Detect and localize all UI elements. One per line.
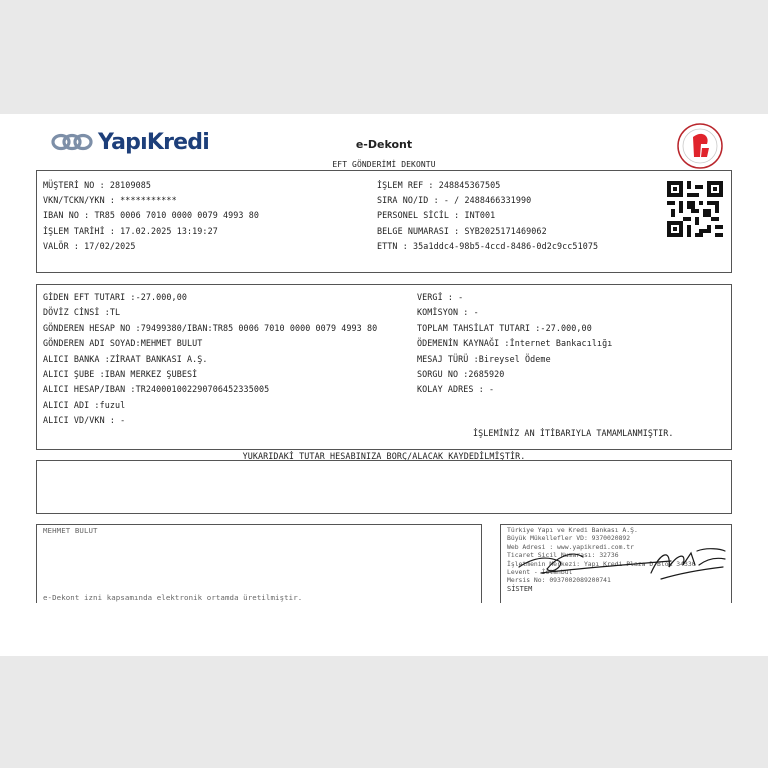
bank-info-line: Levent - İstanbul	[507, 568, 573, 577]
field-message-type: MESAJ TÜRÜ :Bireysel Ödeme	[417, 353, 551, 364]
bank-info-line: Mersis No: 0937002089200741	[507, 576, 611, 585]
field-transaction-date: İŞLEM TARİHİ : 17.02.2025 13:19:27	[43, 225, 218, 236]
signature-icon	[511, 539, 731, 589]
field-staff-id: PERSONEL SİCİL : INT001	[377, 210, 496, 221]
field-sequence-id: SIRA NO/ID : - / 2488466331990	[377, 195, 532, 206]
field-recipient-tax: ALICI VD/VKN : -	[43, 415, 126, 426]
customer-info-box	[36, 170, 732, 273]
field-sender-account: GÖNDEREN HESAP NO :79499380/IBAN:TR85 0006 7010 0000 0079 4993 80	[43, 322, 378, 333]
field-transaction-ref: İŞLEM REF : 248845367505	[377, 180, 501, 190]
notes-box	[36, 460, 732, 514]
footer-electronic-note: e-Dekont izni kapsamında elektronik ortamda üretilmiştir.	[43, 593, 303, 602]
field-recipient-name: ALICI ADI :fuzul	[43, 399, 126, 410]
top-right-fields	[377, 178, 598, 254]
field-eft-amount: GİDEN EFT TUTARI :-27.000,00	[43, 292, 187, 302]
footer-customer-name: MEHMET BULUT	[43, 526, 98, 535]
bank-info-line: Büyük Mükellefler VD: 9370020892	[507, 534, 631, 543]
top-left-fields	[43, 178, 259, 254]
field-tax-id: VKN/TCKN/YKN : ***********	[43, 195, 177, 206]
footer-bank-info-box	[500, 524, 732, 603]
certificate-seal-icon	[676, 122, 724, 170]
field-payment-source: ÖDEMENİN KAYNAĞI :İnternet Bankacılığı	[417, 338, 613, 349]
bank-info-line: Web Adresi : www.yapikredi.com.tr	[507, 542, 634, 551]
document-title: e-Dekont	[355, 138, 413, 151]
field-recipient-bank: ALICI BANKA :ZİRAAT BANKASI A.Ş.	[43, 353, 208, 364]
field-customer-no: MÜŞTERİ NO : 28109085	[43, 180, 152, 190]
bank-info-line: İşletmenin Merkezi: Yapı Kredi Plaza D Blok 34330	[507, 559, 696, 568]
completion-note: İŞLEMİNİZ AN İTİBARIYLA TAMAMLANMIŞTIR.	[473, 428, 674, 438]
field-commission: KOMİSYON : -	[417, 307, 479, 318]
main-right-fields	[417, 290, 612, 398]
brand-name: YapıKredi	[98, 129, 209, 155]
field-recipient-iban: ALICI HESAP/IBAN :TR240001002290706452335005	[43, 384, 270, 395]
document-subtitle: EFT GÖNDERİMİ DEKONTU	[332, 160, 436, 169]
field-query-no: SORGU NO :2685920	[417, 369, 505, 380]
bank-info-line: SİSTEM	[507, 584, 533, 593]
field-total-amount: TOPLAM TAHSİLAT TUTARI :-27.000,00	[417, 322, 592, 333]
qr-code-icon	[667, 181, 723, 237]
field-document-no: BELGE NUMARASI : SYB2025171469062	[377, 225, 547, 236]
field-currency: DÖVİZ CİNSİ :TL	[43, 307, 121, 318]
debit-note: YUKARIDAKİ TUTAR HESABINIZA BORÇ/ALACAK KAYDEDİLMİŞTİR.	[242, 451, 526, 461]
bank-info-line: Türkiye Yapı ve Kredi Bankası A.Ş.	[507, 526, 638, 534]
field-sender-name: GÖNDEREN ADI SOYAD:MEHMET BULUT	[43, 338, 203, 349]
main-left-fields	[43, 290, 377, 429]
dekont-sheet	[0, 114, 768, 656]
transaction-details-box	[36, 284, 732, 450]
field-easy-address: KOLAY ADRES : -	[417, 384, 495, 395]
field-value-date: VALÖR : 17/02/2025	[43, 240, 136, 251]
footer-left-box	[36, 524, 482, 603]
field-tax: VERGİ : -	[417, 292, 464, 302]
field-iban: IBAN NO : TR85 0006 7010 0000 0079 4993 80	[43, 210, 259, 221]
bank-info-line: Ticaret Sicil Numarası: 32736	[507, 551, 619, 560]
field-recipient-branch: ALICI ŞUBE :IBAN MERKEZ ŞUBESİ	[43, 369, 198, 380]
field-ettn: ETTN : 35a1ddc4-98b5-4ccd-8486-0d2c9cc51075	[377, 240, 599, 251]
